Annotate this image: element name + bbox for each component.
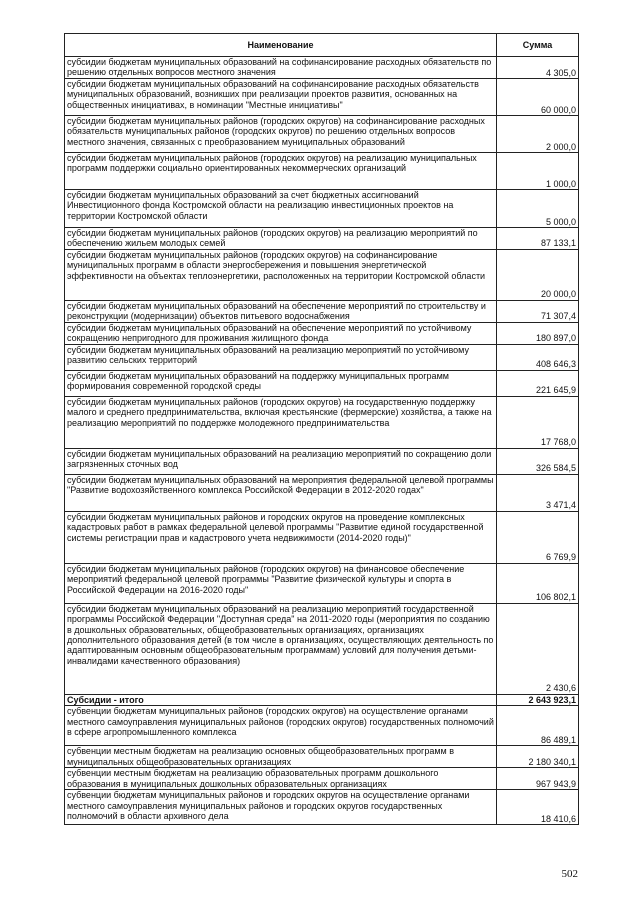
table-row [65,603,579,694]
row-name-cell: субсидии бюджетам муниципальных образований на софинансирование расходных обязательств по решению отдельных вопросов местного значения [65,57,497,79]
table-row [65,511,579,563]
row-name-cell: Субсидии - итого [65,694,497,705]
row-name-cell: субсидии бюджетам муниципальных районов (городских округов) на государственную поддержку малого и среднего предпринимательства, включая крестьянские (фермерские) хозяйства, а также на реализацию мероприятий по поддержке молодежного предпринимательства [65,396,497,448]
budget-table [64,33,579,825]
row-name-cell: субсидии бюджетам муниципальных районов (городских округов) на софинансирование муниципальных программ в области энергосбережения и повышения энергетической эффективности на объектах теплоэнергетики, расположенных на территории Костромской области [65,249,497,300]
table-row [65,116,579,153]
row-sum-cell: 326 584,5 [497,448,579,474]
row-name-cell: субсидии бюджетам муниципальных образований на реализацию мероприятий государственной программы Российской Федерации "Доступная среда" на 2011-2020 годы (мероприятия по созданию в дошкольных образовательных, общеобразовательных организациях, организациях дополнительного образования детей (в том числе в организациях, осуществляющих деятельность по адаптированным основным общеобразовательным программам) условий для получения детьми-инвалидами качественного образования) [65,603,497,694]
row-sum-cell: 5 000,0 [497,190,579,228]
row-name-cell: субсидии бюджетам муниципальных образований за счет бюджетных ассигнований Инвестиционного фонда Костромской области на реализацию инвестиционных проектов на территории Костромской области [65,190,497,228]
row-sum-cell: 1 000,0 [497,153,579,190]
row-sum-cell: 180 897,0 [497,322,579,344]
row-sum-cell: 106 802,1 [497,563,579,603]
row-name-cell: субсидии бюджетам муниципальных образований на обеспечение мероприятий по строительству и реконструкции (модернизации) объектов питьевого водоснабжения [65,300,497,322]
row-sum-cell: 86 489,1 [497,706,579,746]
row-name-cell: субсидии бюджетам муниципальных образований на мероприятия федеральной целевой программы "Развитие водохозяйственного комплекса Российской Федерации в 2012-2020 годах" [65,474,497,511]
table-row [65,396,579,448]
row-sum-cell: 2 430,6 [497,603,579,694]
row-sum-cell: 2 180 340,1 [497,746,579,768]
row-name-cell: субсидии бюджетам муниципальных районов (городских округов) на реализацию муниципальных программ поддержки социально ориентированных некоммерческих организаций [65,153,497,190]
row-sum-cell: 18 410,6 [497,790,579,825]
table-row [65,190,579,228]
page-number: 502 [561,868,578,880]
table-row [65,249,579,300]
table-row [65,344,579,370]
table-row [65,370,579,396]
row-name-cell: субсидии бюджетам муниципальных районов (городских округов) на реализацию мероприятий по обеспечению жильем молодых семей [65,228,497,250]
row-sum-cell: 221 645,9 [497,370,579,396]
table-row [65,448,579,474]
row-name-cell: субсидии бюджетам муниципальных образований на поддержку муниципальных программ формирования современной городской среды [65,370,497,396]
row-sum-cell: 2 000,0 [497,116,579,153]
row-sum-cell: 967 943,9 [497,768,579,790]
table-row [65,746,579,768]
table-row [65,768,579,790]
row-name-cell: субвенции местным бюджетам на реализацию основных общеобразовательных программ в муниципальных общеобразовательных организациях [65,746,497,768]
row-name-cell: субсидии бюджетам муниципальных образований на софинансирование расходных обязательств муниципальных образований, возникших при реализации проектов развития, основанных на общественных инициативах, в номинации "Местные инициативы" [65,79,497,116]
row-name-cell: субсидии бюджетам муниципальных районов (городских округов) на софинансирование расходных обязательств муниципальных районов (городских округов) по решению отдельных вопросов местного значения, связанных с преобразованием муниципальных образований [65,116,497,153]
column-header-sum: Сумма [497,34,579,57]
row-name-cell: субвенции бюджетам муниципальных районов и городских округов на осуществление органами местного самоуправления муниципальных районов и городских округов государственных полномочий в области архивного дела [65,790,497,825]
budget-table-sheet [64,33,578,825]
row-sum-cell: 408 646,3 [497,344,579,370]
row-sum-cell: 20 000,0 [497,249,579,300]
table-row [65,153,579,190]
table-row [65,474,579,511]
table-row [65,706,579,746]
row-name-cell: субсидии бюджетам муниципальных образований на обеспечение мероприятий по устойчивому сокращению непригодного для проживания жилищного фонда [65,322,497,344]
row-sum-cell: 60 000,0 [497,79,579,116]
table-row [65,322,579,344]
table-header-row [65,34,579,57]
row-sum-cell: 6 769,9 [497,511,579,563]
row-sum-cell: 17 768,0 [497,396,579,448]
row-name-cell: субсидии бюджетам муниципальных образований на реализацию мероприятий по сокращению доли загрязненных сточных вод [65,448,497,474]
table-row [65,228,579,250]
row-sum-cell: 87 133,1 [497,228,579,250]
table-row [65,79,579,116]
row-sum-cell: 2 643 923,1 [497,694,579,705]
row-sum-cell: 3 471,4 [497,474,579,511]
column-header-name: Наименование [65,34,497,57]
row-name-cell: субвенции бюджетам муниципальных районов (городских округов) на осуществление органами местного самоуправления муниципальных районов (городских округов) государственных полномочий в сфере агропромышленного комплекса [65,706,497,746]
table-row [65,57,579,79]
table-total-row [65,694,579,705]
row-sum-cell: 71 307,4 [497,300,579,322]
row-name-cell: субсидии бюджетам муниципальных районов (городских округов) на финансовое обеспечение мероприятий федеральной целевой программы "Развитие физической культуры и спорта в Российской Федерации на 2016-2020 годы" [65,563,497,603]
row-sum-cell: 4 305,0 [497,57,579,79]
table-row [65,790,579,825]
row-name-cell: субсидии бюджетам муниципальных районов и городских округов на проведение комплексных кадастровых работ в рамках федеральной целевой программы "Развитие единой государственной системы регистрации прав и кадастрового учета недвижимости (2014-2020 годы)" [65,511,497,563]
table-row [65,563,579,603]
row-name-cell: субвенции местным бюджетам на реализацию образовательных программ дошкольного образования в муниципальных дошкольных образовательных организациях [65,768,497,790]
table-row [65,300,579,322]
row-name-cell: субсидии бюджетам муниципальных образований на реализацию мероприятий по устойчивому развитию сельских территорий [65,344,497,370]
